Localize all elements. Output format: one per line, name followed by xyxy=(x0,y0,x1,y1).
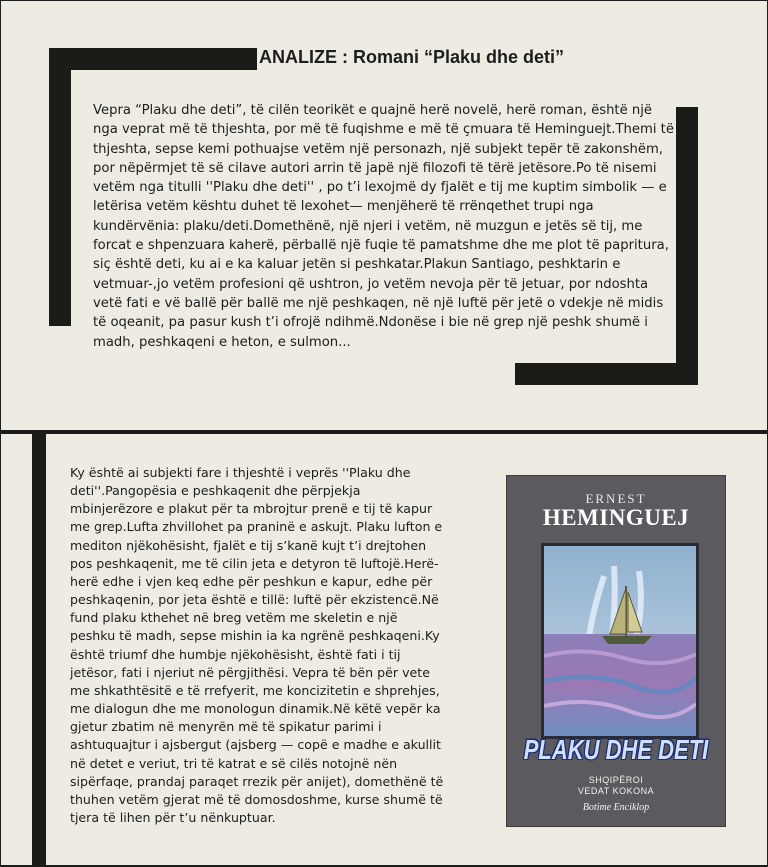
frame-bar-right xyxy=(676,107,698,385)
cover-author-last-name: HEMINGUEJ xyxy=(542,505,690,530)
frame-bar-bottom xyxy=(515,363,698,385)
cover-illustration xyxy=(541,543,699,739)
cover-publisher-logo: Botime Enciklop xyxy=(582,802,650,813)
slide-analysis-intro xyxy=(0,0,768,431)
cover-translator-name: VEDAT KOKONA xyxy=(577,786,655,796)
frame-bar-left xyxy=(49,48,71,326)
cover-book-title: PLAKU DHE DETI xyxy=(523,733,709,765)
cover-translator-label: SHQIPËROI xyxy=(588,775,644,785)
summary-paragraph: Ky është ai subjekti fare i thjeshtë i veprës ''Plaku dhe deti''.Pangopësia e peshkaqenit dhe përpjekja mbinjerëzore e plakut për ta mbrojtur prenë e tij të kapur me grep.Lufta zhvillohet pa praninë e askujt. Plaku lufton e mediton njëkohësisht, fjalët e tij s’kanë kujt t’i drejtohen pos peshkaqenit, me të cilin jeta e detyron të luftojë.Herë-herë edhe i vjen keq edhe për peshkun e kapur, edhe për peshkaqenin, por jeta është e tillë: luftë për ekzistencë.Në fund plaku kthehet në breg vetëm me skeletin e një peshku të madh, sepse mishin ia ka ngrënë peshkaqeni.Ky është triumf dhe humbje njëkohësisht, është fati i tij jetësor, fati i njeriut në përgjithësi. Vepra të bën për vete me shkathtësitë e të rrefyerit, me koncizitetin e shprehjes, me dialogun dhe me monologun dinamik.Në këtë vepër ka gjetur zbatim në menyrën më të spikatur parimi i ashtuquajtur i ajsbergut (ajsberg — copë e madhe e akullit në detet e veriut, tri të katrat e së cilës notojnë nën sipërfaqe, prandaj paraqet rrezik për anijet), domethënë të thuhen vetëm gjerat më të domosdoshme, kurse shumë të tjera të lihen për t’u nënkuptuar. xyxy=(70,465,444,825)
intro-paragraph: Vepra “Plaku dhe deti”, të cilën teorikët e quajnë herë novelë, herë roman, është një nga veprat më të thjeshta, por më të fuqishme e më të çmuara të Heminguejt.Themi të thjeshta, sepse kemi pothuajse vetëm një personazh, një subjekt tepër të zakonshëm, por nëpërmjet të së cilave autori arrin të japë një filozofi të tërë jetësore.Po të nisemi vetëm nga titulli ''Plaku dhe deti'' , po t’i lexojmë dy fjalët e tij me kuptim simbolik — e letërisa vetëm kështu duhet të lexohet— menjëherë të rrënqethet trupi nga kundërvënia: plaku/deti.Domethënë, një njeri i vetëm, në muzgun e jetës së tij, me forcat e shpenzuara kaherë, përballë një fuqie të pamatshme dhe me plot të papritura, siç është deti, ku ai e ka kaluar jetën si peshkatar.Plakun Santiago, peshktarin e vetmuar-,jo vetëm profesioni që ushtron, jo vetëm nevoja për të jetuar, por ndoshta vetë fati e vë ballë për ballë me një peshkaqen, në një luftë për jetë o vdekje në midis të oqeanit, pa pasur kush t’i ofrojë ndihmë.Ndonëse i bie në grep një peshk shumë i madh, peshkaqeni e heton, e sulmon... xyxy=(93,103,674,350)
slide-analysis-summary xyxy=(0,433,768,866)
slide-title: ANALIZE : Romani “Plaku dhe deti” xyxy=(259,47,565,67)
sailboat-sea-illustration xyxy=(544,546,696,736)
cover-author-first-name: ERNEST xyxy=(585,491,647,506)
accent-bar-left xyxy=(32,434,46,867)
frame-bar-top xyxy=(49,48,257,70)
book-cover-image xyxy=(506,475,726,827)
